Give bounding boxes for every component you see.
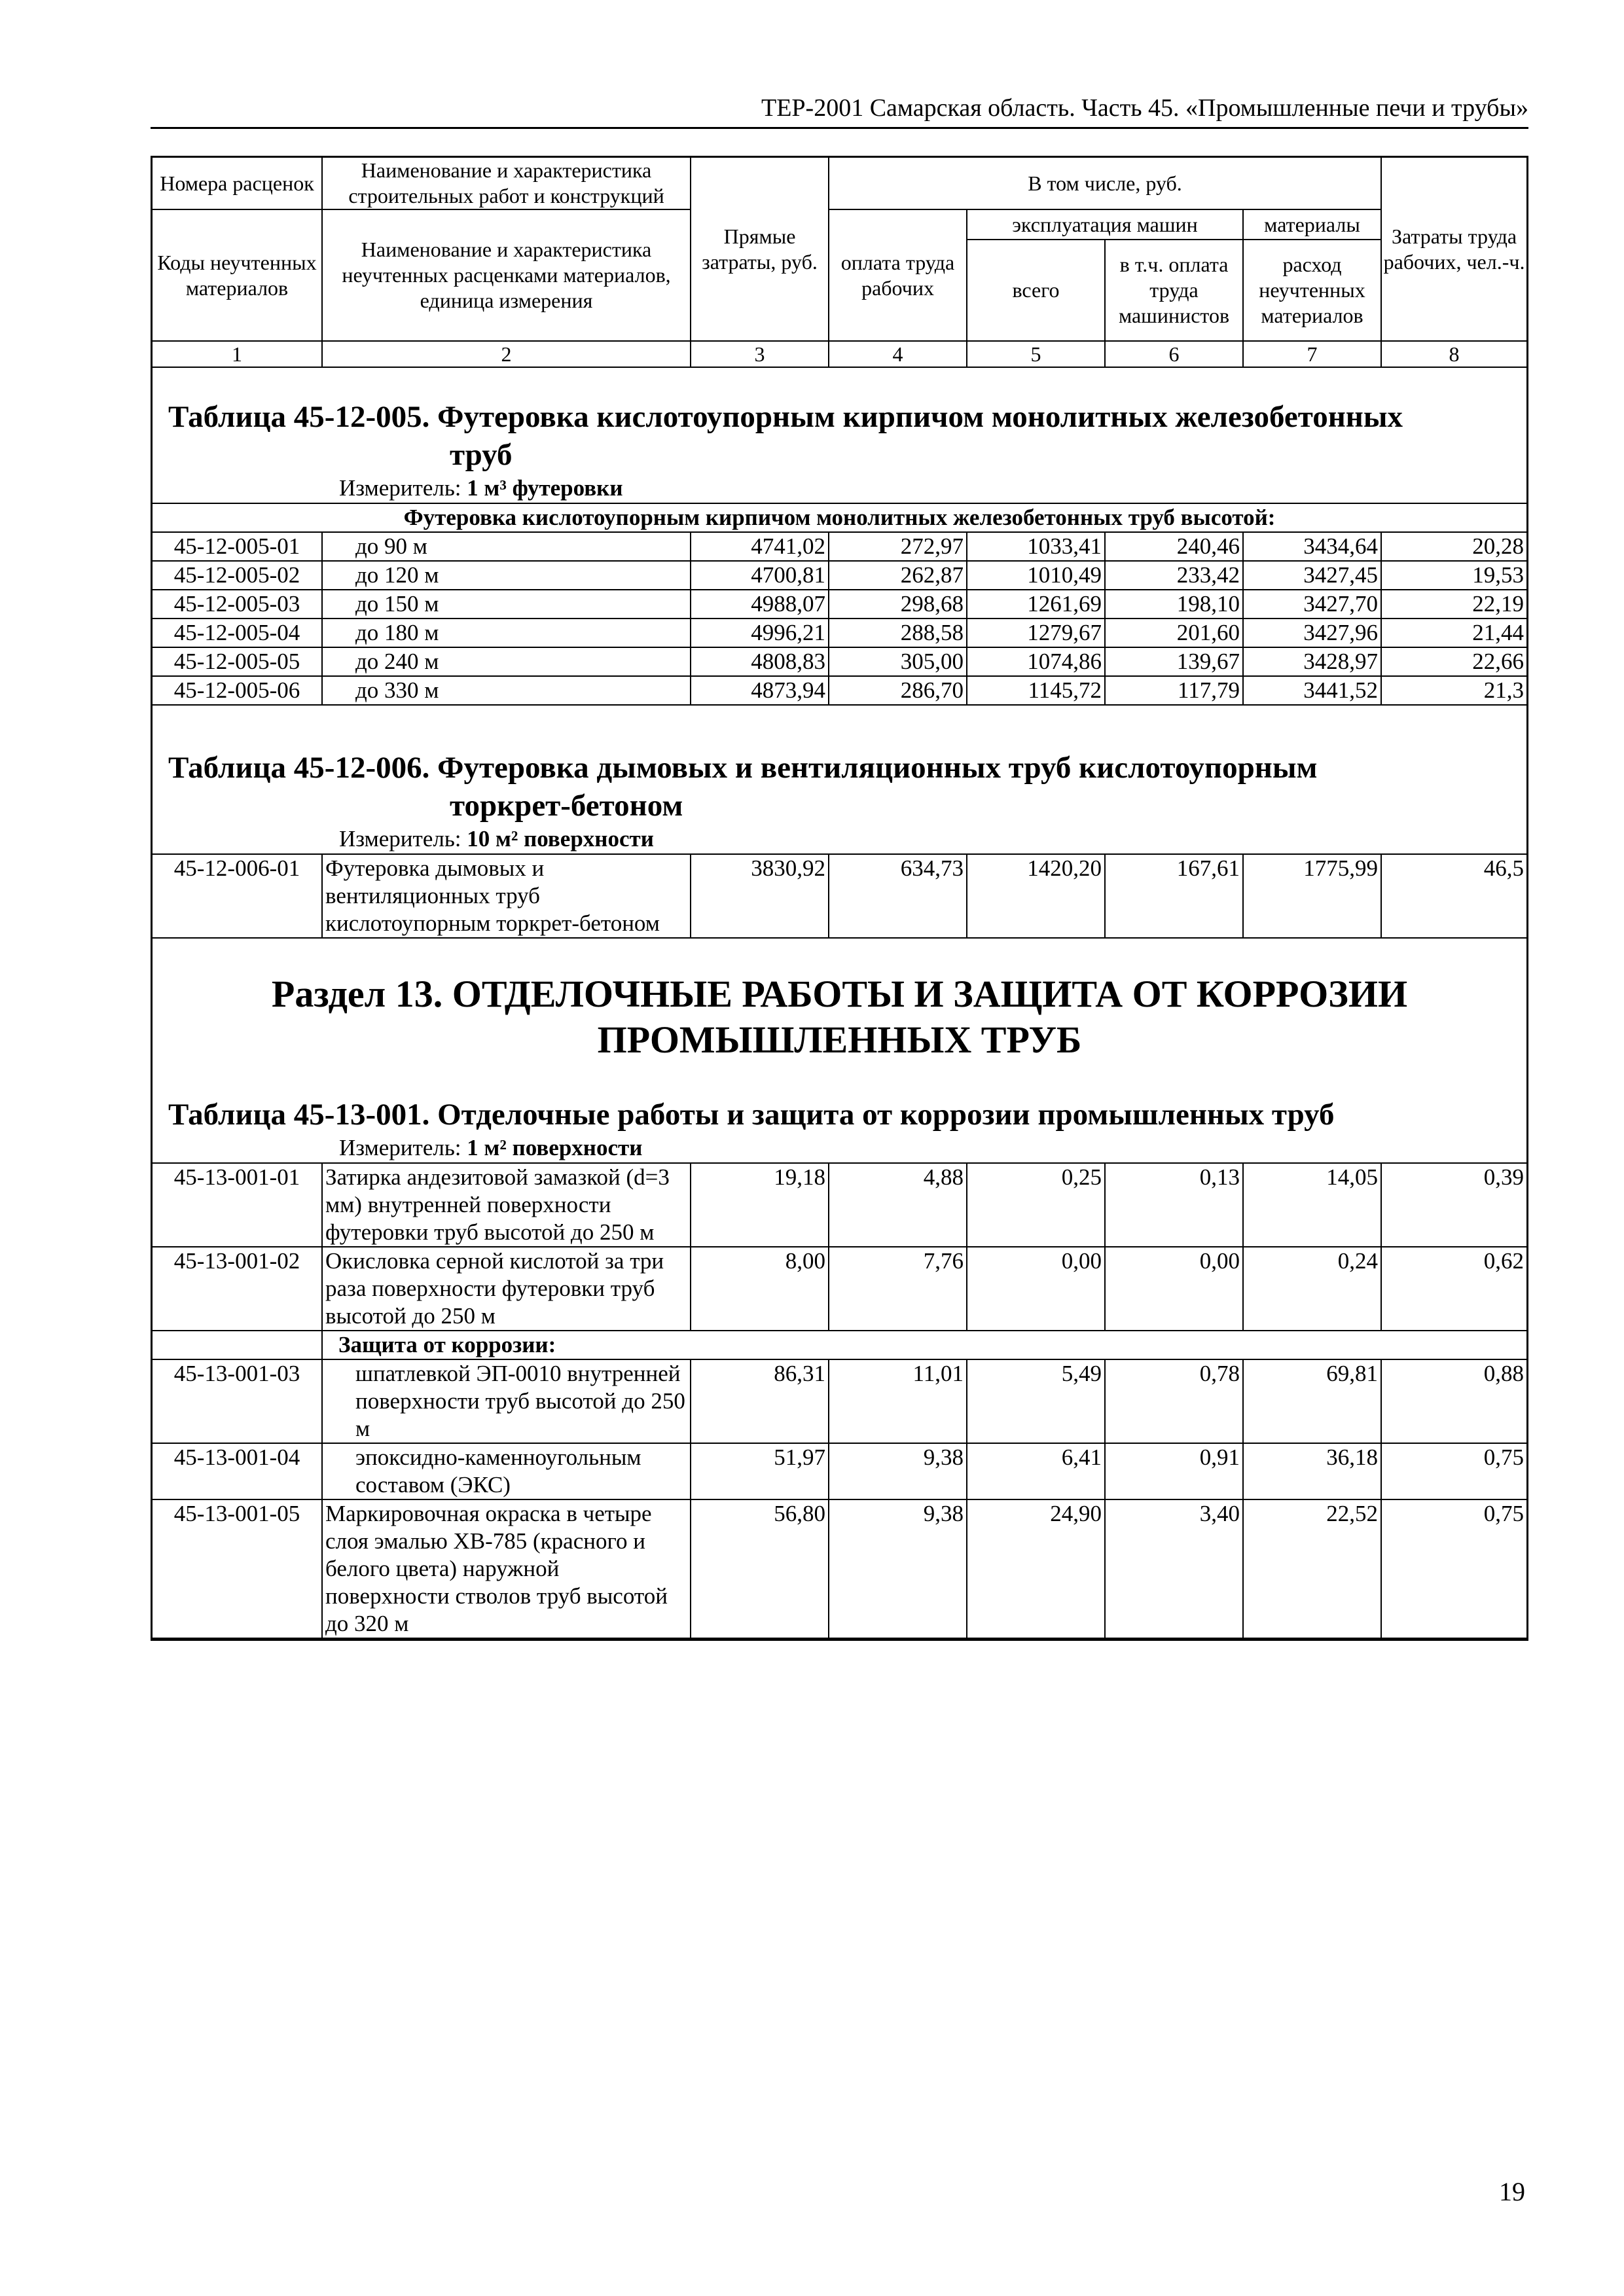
table-row <box>153 561 1526 590</box>
cost-value: 0,88 <box>1381 1359 1526 1443</box>
rate-code: 45-12-005-03 <box>153 590 322 619</box>
work-description: шпатлевкой ЭП-0010 внутренней поверхности труб высотой до 250 м <box>322 1359 691 1443</box>
col6-header: в т.ч. оплата труда машинистов <box>1105 240 1243 341</box>
cost-value: 201,60 <box>1105 619 1243 647</box>
table-row <box>153 676 1526 705</box>
work-description: Затирка андезитовой замазкой (d=3 мм) внутренней поверхности футеровки труб высотой до 250 м <box>322 1163 691 1247</box>
col5-header: всего <box>967 240 1105 341</box>
column-number: 5 <box>967 341 1105 367</box>
cost-value: 6,41 <box>967 1443 1105 1499</box>
work-description: до 150 м <box>322 590 691 619</box>
table-row <box>153 1163 1526 1247</box>
table-row <box>153 590 1526 619</box>
table-row <box>153 1499 1526 1638</box>
cost-value: 0,78 <box>1105 1359 1243 1443</box>
table-row <box>153 854 1526 938</box>
table-row <box>153 1443 1526 1499</box>
measure-value: 1 м² поверхности <box>467 1135 643 1160</box>
cost-value: 0,24 <box>1243 1247 1381 1331</box>
cost-value: 286,70 <box>829 676 967 705</box>
rate-code: 45-12-005-01 <box>153 532 322 561</box>
subheader: Защита от коррозии: <box>322 1331 1526 1359</box>
table-45-12-006-title <box>153 749 1526 825</box>
cost-value: 0,91 <box>1105 1443 1243 1499</box>
title-line: Таблица 45-12-005. Футеровка кислотоупорным кирпичом монолитных железобетонных <box>168 400 1403 434</box>
cost-value: 22,66 <box>1381 647 1526 676</box>
col7-header: расход неучтенных материалов <box>1243 240 1381 341</box>
cost-value: 0,62 <box>1381 1247 1526 1331</box>
cost-value: 7,76 <box>829 1247 967 1331</box>
cost-value: 4808,83 <box>691 647 829 676</box>
cost-value: 3434,64 <box>1243 532 1381 561</box>
section-line: ПРОМЫШЛЕННЫХ ТРУБ <box>597 1018 1082 1061</box>
empty-cell <box>153 1331 322 1359</box>
work-description: Футеровка дымовых и вентиляционных труб кислотоупорным торкрет-бетоном <box>322 854 691 938</box>
subheader: Футеровка кислотоупорным кирпичом монолитных железобетонных труб высотой: <box>153 503 1526 532</box>
cost-value: 1775,99 <box>1243 854 1381 938</box>
column-numbers <box>153 341 1526 367</box>
table-45-12-006 <box>153 853 1526 939</box>
measure-unit <box>153 474 1526 503</box>
rate-code: 45-12-005-02 <box>153 561 322 590</box>
table-row <box>153 619 1526 647</box>
table-45-12-005-title <box>153 398 1526 474</box>
cost-value: 14,05 <box>1243 1163 1381 1247</box>
group-header: В том числе, руб. <box>829 157 1381 210</box>
cost-value: 3427,96 <box>1243 619 1381 647</box>
cost-value: 0,75 <box>1381 1499 1526 1638</box>
rate-code: 45-12-005-06 <box>153 676 322 705</box>
table-row <box>153 532 1526 561</box>
cost-value: 1074,86 <box>967 647 1105 676</box>
cost-value: 262,87 <box>829 561 967 590</box>
cost-value: 233,42 <box>1105 561 1243 590</box>
col8-header: Затраты труда рабочих, чел.-ч. <box>1381 157 1526 342</box>
cost-value: 288,58 <box>829 619 967 647</box>
column-header <box>153 157 1526 342</box>
cost-value: 51,97 <box>691 1443 829 1499</box>
cost-value: 5,49 <box>967 1359 1105 1443</box>
work-description: Маркировочная окраска в четыре слоя эмалью ХВ-785 (красного и белого цвета) наружной поверхности стволов труб высотой до 320 м <box>322 1499 691 1638</box>
column-number: 8 <box>1381 341 1526 367</box>
table-row <box>153 1247 1526 1331</box>
cost-value: 46,5 <box>1381 854 1526 938</box>
cost-value: 9,38 <box>829 1499 967 1638</box>
cost-value: 4,88 <box>829 1163 967 1247</box>
machines-header: эксплуатация машин <box>967 209 1243 240</box>
measure-value: 1 м³ футеровки <box>467 475 623 501</box>
table-45-12-006-body <box>153 854 1526 938</box>
cost-value: 1033,41 <box>967 532 1105 561</box>
cost-value: 634,73 <box>829 854 967 938</box>
cost-value: 69,81 <box>1243 1359 1381 1443</box>
page-number: 19 <box>1499 2177 1525 2206</box>
col1-header-bottom: Коды неучтенных материалов <box>153 209 322 341</box>
rate-code: 45-12-006-01 <box>153 854 322 938</box>
cost-value: 19,18 <box>691 1163 829 1247</box>
cost-value: 36,18 <box>1243 1443 1381 1499</box>
rate-code: 45-13-001-03 <box>153 1359 322 1443</box>
cost-value: 3830,92 <box>691 854 829 938</box>
running-header: ТЕР-2001 Самарская область. Часть 45. «Промышленные печи и трубы» <box>151 92 1528 129</box>
col1-header-top: Номера расценок <box>153 157 322 210</box>
col3-header: Прямые затраты, руб. <box>691 157 829 342</box>
cost-value: 117,79 <box>1105 676 1243 705</box>
table-row <box>153 1359 1526 1443</box>
cost-value: 139,67 <box>1105 647 1243 676</box>
cost-value: 22,52 <box>1243 1499 1381 1638</box>
work-description: до 120 м <box>322 561 691 590</box>
cost-value: 20,28 <box>1381 532 1526 561</box>
work-description: эпоксидно-каменноугольным составом (ЭКС) <box>322 1443 691 1499</box>
table-45-12-005 <box>153 503 1526 706</box>
title-line: торкрет-бетоном <box>450 789 683 823</box>
cost-value: 0,00 <box>967 1247 1105 1331</box>
cost-value: 298,68 <box>829 590 967 619</box>
table-45-13-001-body-b <box>153 1359 1526 1638</box>
work-description: Окисловка серной кислотой за три раза поверхности футеровки труб высотой до 250 м <box>322 1247 691 1331</box>
cost-value: 0,13 <box>1105 1163 1243 1247</box>
column-number: 3 <box>691 341 829 367</box>
measure-unit <box>153 825 1526 853</box>
materials-header: материалы <box>1243 209 1381 240</box>
cost-value: 272,97 <box>829 532 967 561</box>
cost-value: 24,90 <box>967 1499 1105 1638</box>
col2-header-bottom: Наименование и характеристика неучтенных расценками материалов, единица измерения <box>322 209 691 341</box>
cost-value: 1010,49 <box>967 561 1105 590</box>
section-title <box>153 971 1526 1063</box>
table-45-13-001 <box>153 1162 1526 1639</box>
cost-value: 0,00 <box>1105 1247 1243 1331</box>
column-number: 1 <box>153 341 322 367</box>
cost-value: 4996,21 <box>691 619 829 647</box>
cost-value: 4873,94 <box>691 676 829 705</box>
column-number: 2 <box>322 341 691 367</box>
measure-label: Измеритель: <box>339 1135 461 1160</box>
title-line: труб <box>450 438 513 472</box>
rate-code: 45-13-001-04 <box>153 1443 322 1499</box>
cost-value: 56,80 <box>691 1499 829 1638</box>
cost-value: 1420,20 <box>967 854 1105 938</box>
cost-value: 21,3 <box>1381 676 1526 705</box>
column-number: 7 <box>1243 341 1381 367</box>
cost-value: 11,01 <box>829 1359 967 1443</box>
cost-value: 1261,69 <box>967 590 1105 619</box>
cost-value: 86,31 <box>691 1359 829 1443</box>
measure-value: 10 м² поверхности <box>467 826 654 852</box>
cost-value: 3441,52 <box>1243 676 1381 705</box>
cost-value: 9,38 <box>829 1443 967 1499</box>
cost-value: 0,75 <box>1381 1443 1526 1499</box>
rate-code: 45-12-005-05 <box>153 647 322 676</box>
cost-value: 0,39 <box>1381 1163 1526 1247</box>
cost-value: 21,44 <box>1381 619 1526 647</box>
table-row <box>153 647 1526 676</box>
cost-value: 1145,72 <box>967 676 1105 705</box>
cost-value: 22,19 <box>1381 590 1526 619</box>
price-table <box>153 156 1526 368</box>
cost-value: 198,10 <box>1105 590 1243 619</box>
cost-value: 3428,97 <box>1243 647 1381 676</box>
measure-unit <box>153 1134 1526 1162</box>
section-line: Раздел 13. ОТДЕЛОЧНЫЕ РАБОТЫ И ЗАЩИТА ОТ КОРРОЗИИ <box>271 973 1408 1015</box>
cost-value: 0,25 <box>967 1163 1105 1247</box>
price-sheet <box>151 156 1528 1641</box>
measure-label: Измеритель: <box>339 475 461 501</box>
cost-value: 3,40 <box>1105 1499 1243 1638</box>
work-description: до 330 м <box>322 676 691 705</box>
rate-code: 45-13-001-02 <box>153 1247 322 1331</box>
cost-value: 4700,81 <box>691 561 829 590</box>
rate-code: 45-13-001-01 <box>153 1163 322 1247</box>
table-45-13-001-body-a <box>153 1163 1526 1331</box>
title-line: Таблица 45-13-001. Отделочные работы и защита от коррозии промышленных труб <box>168 1098 1335 1132</box>
rate-code: 45-13-001-05 <box>153 1499 322 1638</box>
cost-value: 167,61 <box>1105 854 1243 938</box>
cost-value: 3427,45 <box>1243 561 1381 590</box>
col4-header: оплата труда рабочих <box>829 209 967 341</box>
cost-value: 8,00 <box>691 1247 829 1331</box>
cost-value: 3427,70 <box>1243 590 1381 619</box>
work-description: до 240 м <box>322 647 691 676</box>
measure-label: Измеритель: <box>339 826 461 852</box>
work-description: до 180 м <box>322 619 691 647</box>
column-number: 6 <box>1105 341 1243 367</box>
table-45-13-001-title <box>153 1096 1526 1134</box>
cost-value: 19,53 <box>1381 561 1526 590</box>
title-line: Таблица 45-12-006. Футеровка дымовых и вентиляционных труб кислотоупорным <box>168 751 1318 785</box>
cost-value: 1279,67 <box>967 619 1105 647</box>
cost-value: 305,00 <box>829 647 967 676</box>
work-description: до 90 м <box>322 532 691 561</box>
column-number: 4 <box>829 341 967 367</box>
cost-value: 4741,02 <box>691 532 829 561</box>
cost-value: 4988,07 <box>691 590 829 619</box>
col2-header-top: Наименование и характеристика строительных работ и конструкций <box>322 157 691 210</box>
table-45-12-005-body <box>153 532 1526 705</box>
cost-value: 240,46 <box>1105 532 1243 561</box>
rate-code: 45-12-005-04 <box>153 619 322 647</box>
